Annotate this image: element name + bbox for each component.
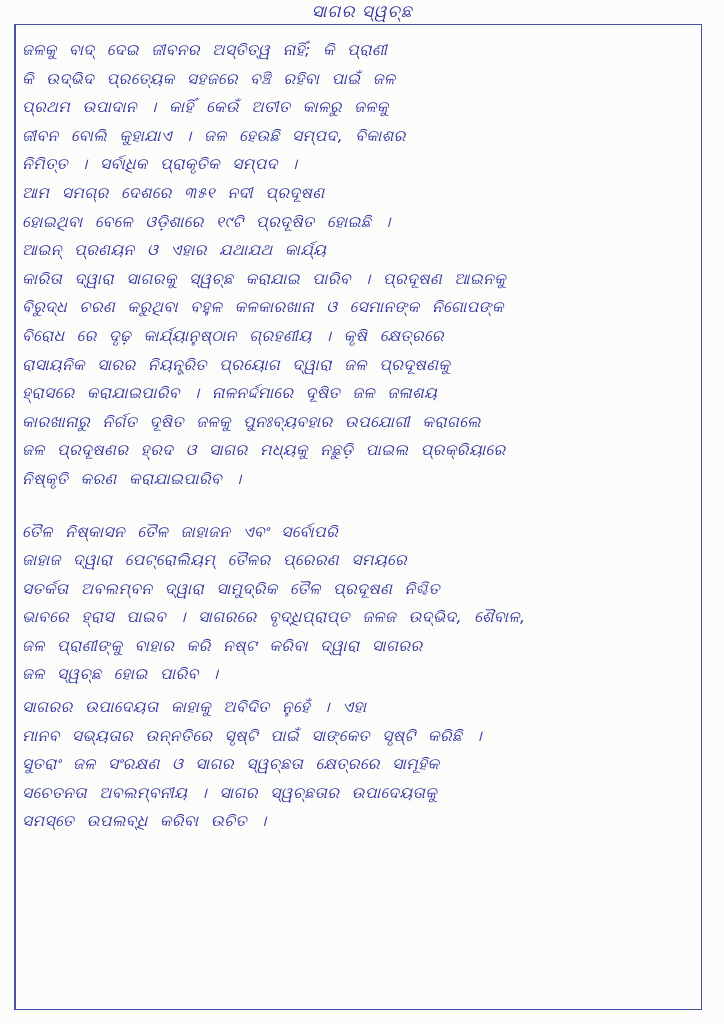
paragraph-1: ଜଳକୁ ବାଦ୍ ଦେଇ ଜୀବନର ଅସ୍ତିତ୍ୱ ନାହିଁ; କି ପ୍ରାଣୀ କି ଉଦ୍ଭିଦ ପ୍ରତ୍ୟେକ ସହଜରେ ବଞ୍ଚି ରହିବା ପାଇଁ ଜଳ ପ୍ରଥମ ଉପାଦାନ । କାହିଁ କେଉଁ ଅତୀତ କାଳରୁ ଜଳକୁ ଜୀବନ ବୋଲି କୁହାଯାଏ । ଜଳ ହେଉଛି ସମ୍ପଦ, ବିକାଶର ନିମିତ୍ତ । ସର୍ବାଧିକ ପ୍ରାକୃତିକ ସମ୍ପଦ । (22, 41, 406, 174)
page-title (0, 0, 724, 24)
title-text: ସାଗର ସ୍ୱଚ୍ଛ (311, 2, 413, 22)
paragraph-4: ତୈଳ ନିଷ୍କାସନ ତୈଳ ଜାହାଜନ ଏବଂ ସର୍ବୋପରି ଜାହାଜ ଦ୍ୱାରା ପେଟ୍ରୋଲିୟମ୍ ତୈଳର ପ୍ରେରଣ ସମୟରେ ସତର୍କତା ଅବଲମ୍ବନ ଦ୍ୱାରା ସାମୁଦ୍ରିକ ତୈଳ ପ୍ରଦୂଷଣ ନିଶ୍ଚିତ ଭାବରେ ହ୍ରାସ ପାଇବ । ସାଗରରେ ବୃଦ୍ଧିପ୍ରାପ୍ତ ଜଳଜ ଉଦ୍ଭିଦ, ଶୈବାଳ, ଜଳ ପ୍ରାଣୀଙ୍କୁ ବାହାର କରି ନଷ୍ଟ କରିବା ଦ୍ୱାରା ସାଗରର ଜଳ ସ୍ୱଚ୍ଛ ହୋଇ ପାରିବ । (22, 522, 526, 684)
essay-body (22, 36, 698, 836)
paragraph-2: ଆମ ସମଗ୍ର ଦେଶରେ ୩୫୧ ନଦୀ ପ୍ରଦୂଷଣ ହୋଇଥିବା ବେଳେ ଓଡ଼ିଶାରେ ୧୯ଟି ପ୍ରଦୂଷିତ ହୋଇଛି । (22, 183, 391, 231)
paragraph-3: ଆଇନ୍ ପ୍ରଣୟନ ଓ ଏହାର ଯଥାଯଥ କାର୍ଯ୍ୟ କାରିତା ଦ୍ୱାରା ସାଗରକୁ ସ୍ୱଚ୍ଛ କରାଯାଇ ପାରିବ । ପ୍ରଦୂଷଣ ଆଇନକୁ ବିରୁଦ୍ଧ ଚରଣ କରୁଥିବା ବହୁଳ କଳକାରଖାନା ଓ ସେମାନଙ୍କ ନିଗୋପଙ୍କ ବିରୋଧ ରେ ଦୃଢ଼ କାର୍ଯ୍ୟାନୁଷ୍ଠାନ ଗ୍ରହଣୀୟ । କୃଷି କ୍ଷେତ୍ରରେ ରାସାୟନିକ ସାରର ନିୟନ୍ତ୍ରିତ ପ୍ରୟୋଗ ଦ୍ୱାରା ଜଳ ପ୍ରଦୂଷଣକୁ ହ୍ରାସରେ କରାଯାଇପାରିବ । ନାଳନର୍ଦ୍ଦମାରେ ଦୂଷିତ ଜଳ ଜଳାଶୟ କାରଖାନାରୁ ନିର୍ଗତ ଦୂଷିତ ଜଳକୁ ପୁନଃବ୍ୟବହାର ଉପଯୋଗୀ କରାଗଲେ ଜଳ ପ୍ରଦୂଷଣର ହ୍ରଦ ଓ ସାଗର ମଧ୍ୟକୁ ନଛୁଡ଼ି ପାଇଲ ପ୍ରକ୍ରିୟାରେ ନିଷ୍କୃତି କରଣ କରାଯାଇପାରିବ । (22, 241, 507, 488)
paragraph-gap (22, 494, 698, 518)
paragraph-5: ସାଗରର ଉପାଦେୟତା କାହାକୁ ଅବିଦିତ ନୁହେଁ । ଏହା ମାନବ ସଭ୍ୟତାର ଉନ୍ନତିରେ ସୃଷ୍ଟି ପାଇଁ ସାଙ୍କେତ ସୃଷ୍ଟି କରିଛି । ସୁତରାଂ ଜଳ ସଂରକ୍ଷଣ ଓ ସାଗର ସ୍ୱଚ୍ଛତା କ୍ଷେତ୍ରରେ ସାମୂହିକ ସଚେତନତା ଅବଲମ୍ବନୀୟ । ସାଗର ସ୍ୱଚ୍ଛତାର ଉପାଦେୟତାକୁ ସମସ୍ତେ ଉପଲବ୍ଧି କରିବା ଉଚିତ । (22, 698, 482, 831)
